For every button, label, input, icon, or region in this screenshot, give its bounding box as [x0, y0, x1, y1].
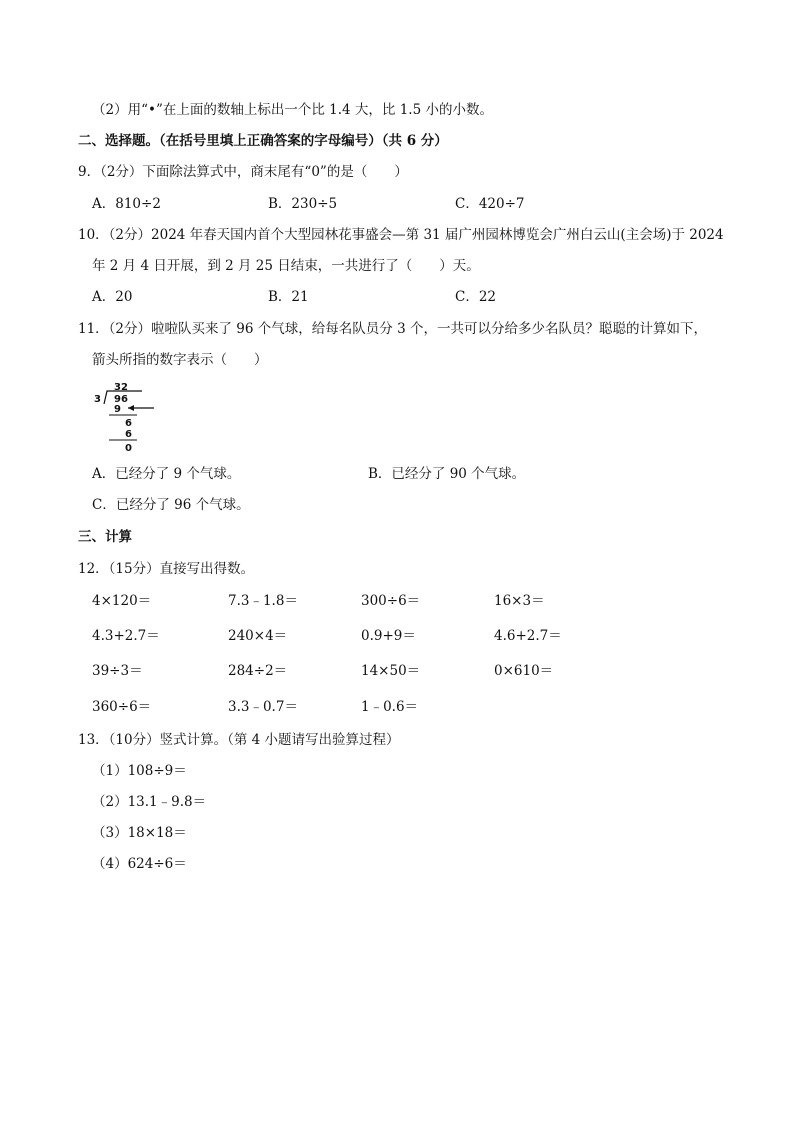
section2-title: 二、选择题。（在括号里填上正确答案的字母编号）（共 6 分）	[78, 133, 448, 149]
q12-r2-c4: 4.6+2.7＝	[494, 628, 562, 644]
section3-title: 三、计算	[78, 529, 132, 545]
q9-stem: 9．（2分）下面除法算式中，商末尾有“0”的是（ ）	[78, 164, 408, 180]
q10-stem-line1: 10．（2分）2024 年春天国内首个大型园林花事盛会—第 31 届广州园林博览会广州白云山(主会场)于 2024	[78, 227, 724, 243]
q12-r4-c1: 360÷6＝	[92, 699, 152, 715]
q12-r3-c1: 39÷3＝	[92, 663, 143, 679]
q9-option-c: C．420÷7	[455, 196, 525, 212]
q10-stem-line2: 年 2 月 4 日开展，到 2 月 25 日结束，一共进行了（ ）天。	[92, 258, 480, 274]
q11-option-a: A．已经分了 9 个气球。	[92, 466, 241, 482]
division-step3: 6	[125, 429, 132, 440]
q12-r1-c4: 16×3＝	[494, 593, 545, 609]
q11-option-b: B．已经分了 90 个气球。	[368, 466, 526, 482]
q12-r1-c1: 4×120＝	[92, 593, 152, 609]
division-step1: 9	[114, 404, 121, 415]
q12-r2-c1: 4.3+2.7＝	[92, 628, 160, 644]
q12-r3-c3: 14×50＝	[361, 663, 421, 679]
division-divisor: 3	[94, 394, 101, 405]
q12-r2-c3: 0.9+9＝	[361, 628, 416, 644]
q10-option-c: C．22	[455, 289, 497, 305]
q10-option-b: B．21	[268, 289, 309, 305]
q13-item-3: （3）18×18＝	[92, 825, 187, 841]
q13-item-2: （2）13.1﹣9.8＝	[92, 794, 207, 810]
q13-stem: 13．（10分）竖式计算。（第 4 小题请写出验算过程）	[78, 732, 400, 748]
q12-stem: 12．（15分）直接写出得数。	[78, 561, 255, 577]
division-dividend: 96	[114, 394, 128, 405]
division-remainder: 0	[125, 443, 132, 454]
arrow-icon	[128, 405, 134, 411]
q12-r4-c2: 3.3﹣0.7＝	[228, 699, 298, 715]
division-step2: 6	[125, 418, 132, 429]
q12-r4-c3: 1﹣0.6＝	[361, 699, 419, 715]
q12-r1-c3: 300÷6＝	[361, 593, 421, 609]
q11-stem-line2: 箭头所指的数字表示（ ）	[92, 352, 268, 368]
q9-option-a: A．810÷2	[92, 196, 161, 212]
q9-option-b: B．230÷5	[268, 196, 338, 212]
q13-item-1: （1）108÷9＝	[92, 763, 187, 779]
division-quotient: 32	[114, 382, 128, 393]
q12-r3-c4: 0×610＝	[494, 663, 554, 679]
q11-option-c: C．已经分了 96 个气球。	[92, 497, 250, 513]
q12-r1-c2: 7.3﹣1.8＝	[228, 593, 298, 609]
long-division-figure	[92, 380, 162, 455]
q8-part2: （2）用“•”在上面的数轴上标出一个比 1.4 大，比 1.5 小的小数。	[92, 102, 493, 118]
q12-r2-c2: 240×4＝	[228, 628, 288, 644]
q11-stem-line1: 11．（2分）啦啦队买来了 96 个气球，给每名队员分 3 个，一共可以分给多少名队员？聪聪的计算如下，	[78, 321, 707, 337]
q10-option-a: A．20	[92, 289, 133, 305]
q13-item-4: （4）624÷6＝	[92, 856, 187, 872]
q12-r3-c2: 284÷2＝	[228, 663, 288, 679]
